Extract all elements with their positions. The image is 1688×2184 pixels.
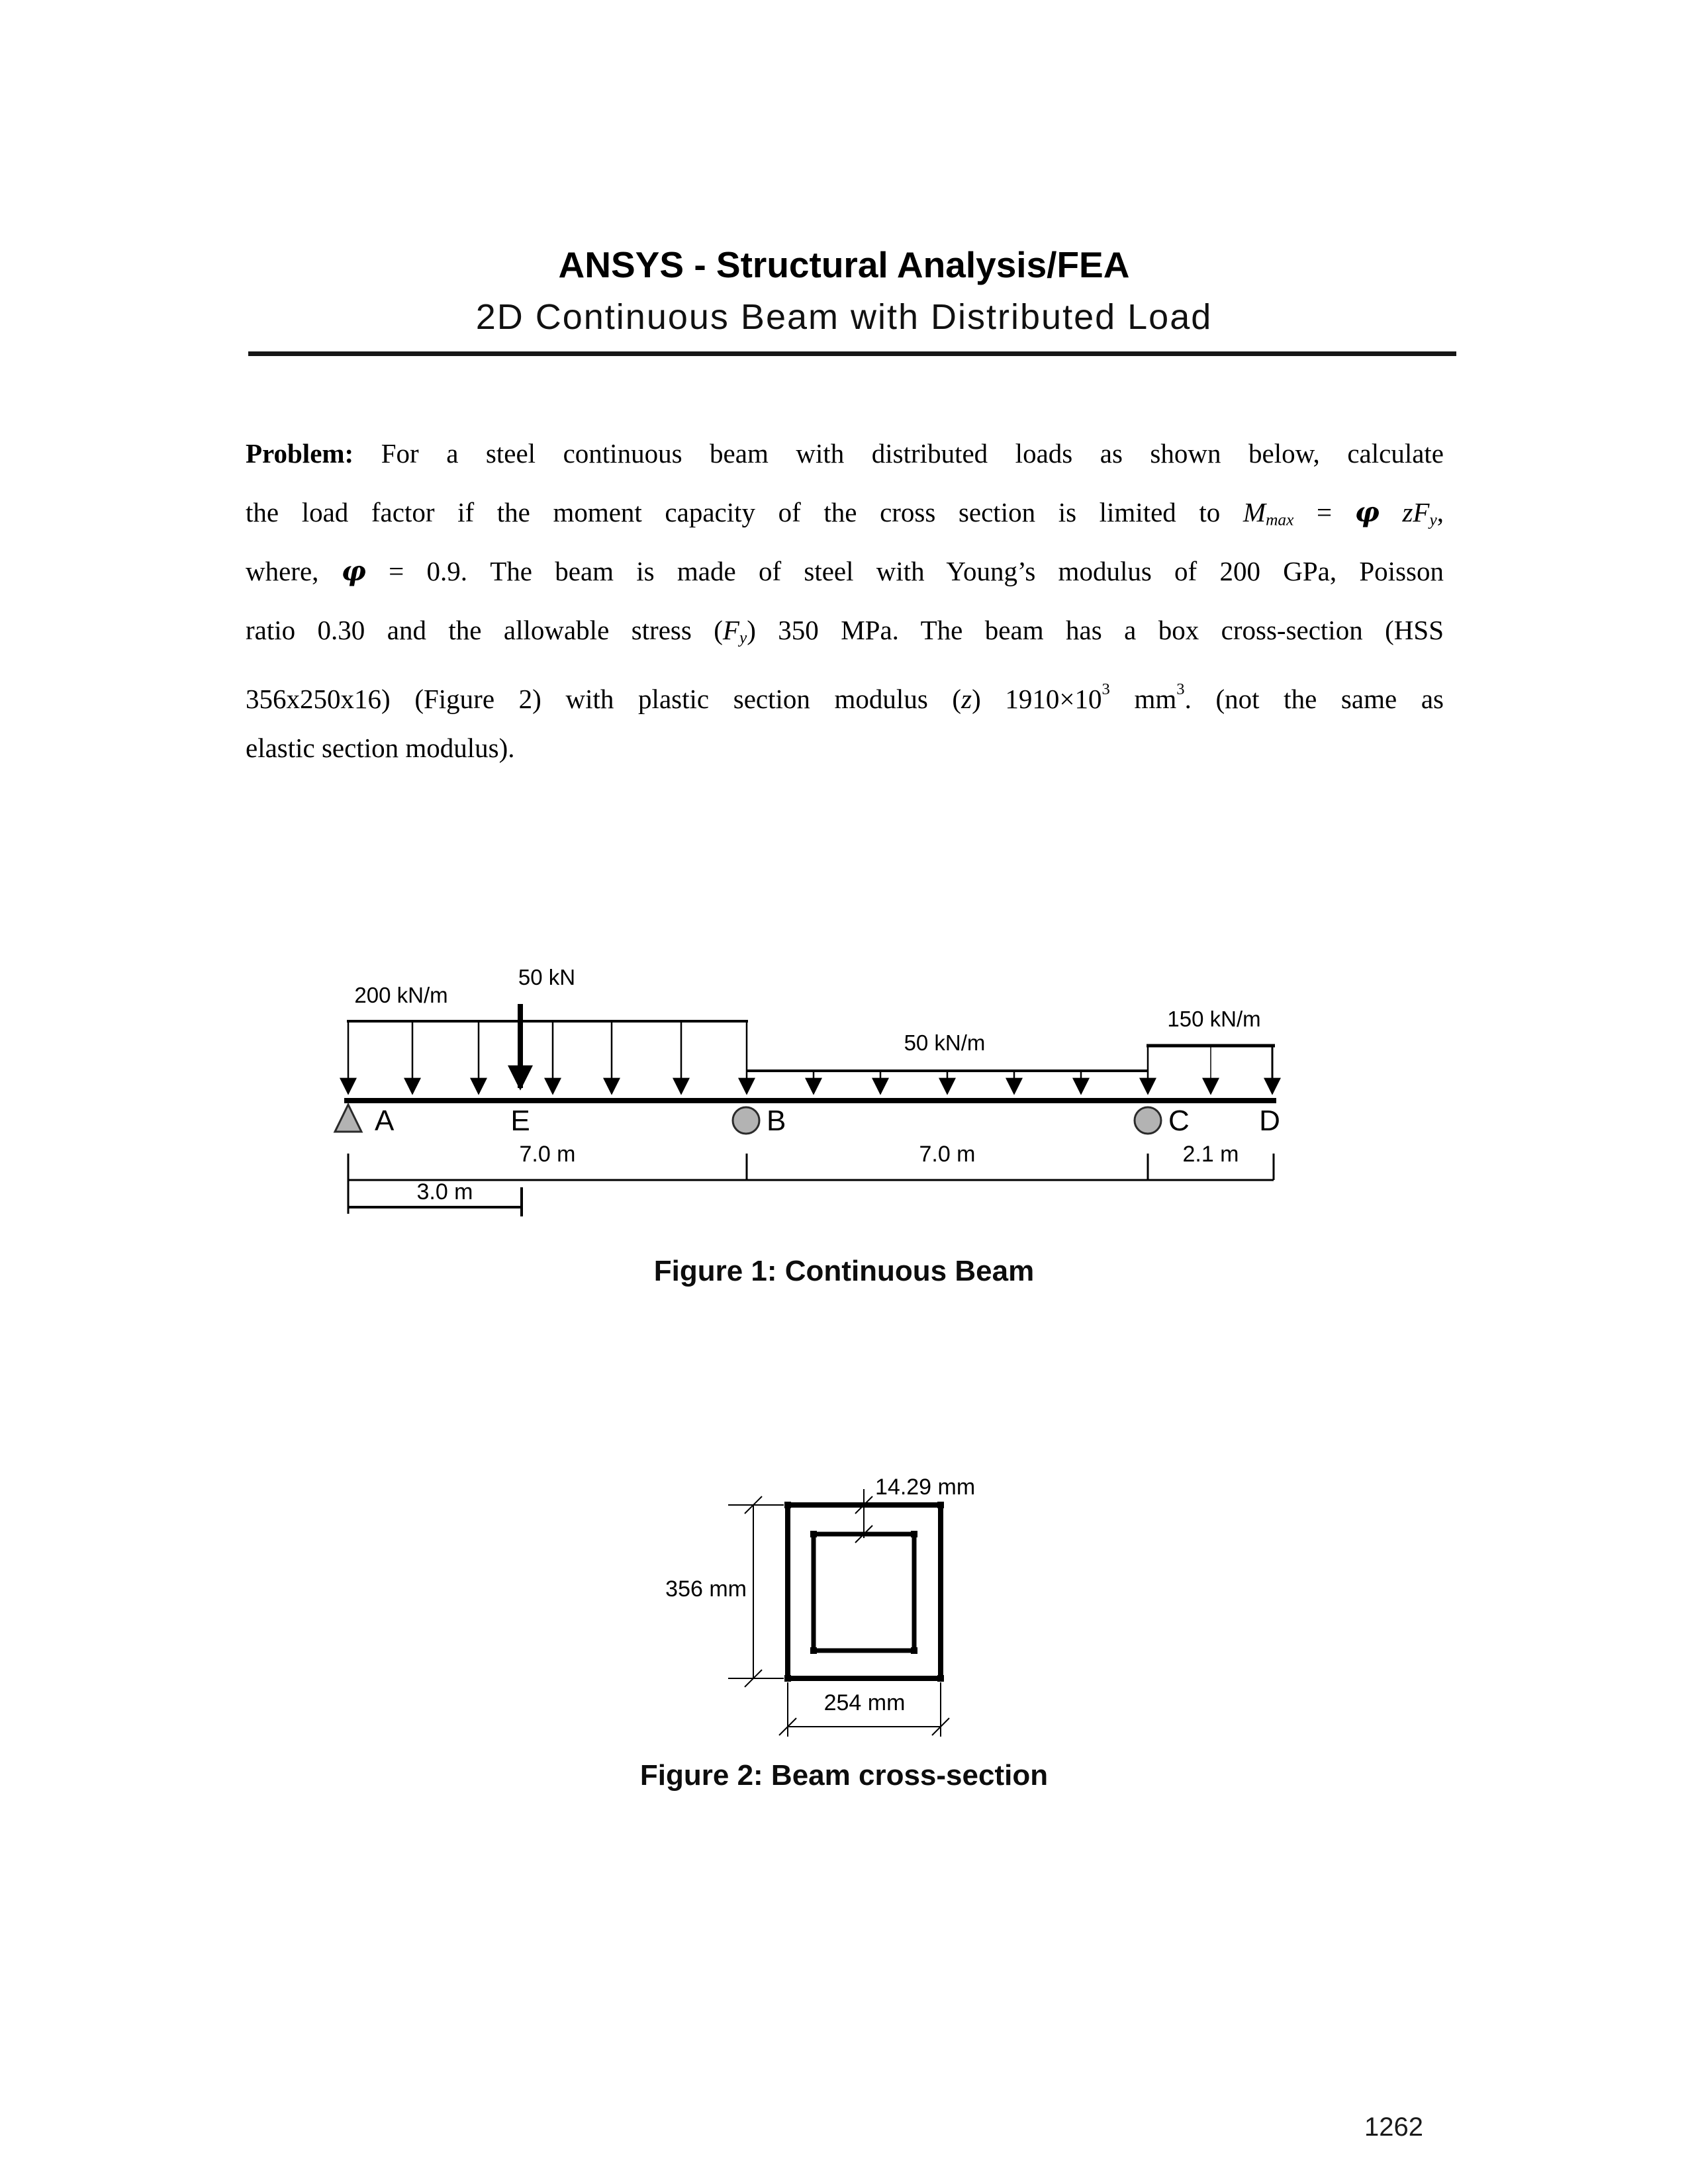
page-number: 1262 bbox=[1364, 2113, 1423, 2142]
node-label-c: C bbox=[1168, 1105, 1190, 1137]
problem-line: Problem: For a steel continuous beam with distributed loads as shown below, calculate bbox=[246, 438, 1444, 469]
udl-mid-label: 50 kN/m bbox=[904, 1030, 986, 1055]
point-load-50kN bbox=[518, 965, 575, 1088]
figure1-caption: Figure 1: Continuous Beam bbox=[653, 1255, 1035, 1287]
problem-line: the load factor if the moment capacity of the cross section is limited to Mmax = φ zFy, bbox=[246, 496, 1444, 529]
dimension-line-main bbox=[348, 1142, 1274, 1214]
dim-label-width: 254 mm bbox=[823, 1690, 906, 1715]
udl-left-label: 200 kN/m bbox=[354, 983, 448, 1007]
udl-left-200 bbox=[347, 983, 748, 1093]
page-subtitle: 2D Continuous Beam with Distributed Load bbox=[475, 297, 1213, 337]
problem-line: 356x250x16) (Figure 2) with plastic section modulus (z) $1910\times 10^3$ $mm^3$. (not the same as bbox=[246, 680, 1444, 714]
problem-line: ratio 0.30 and the allowable stress (Fy) 350 MPa. The beam has a box cross-section (HSS bbox=[246, 615, 1444, 647]
figure2-cross-section bbox=[0, 1456, 1688, 1754]
problem-line: elastic section modulus). bbox=[246, 733, 515, 763]
node-label-e: E bbox=[510, 1105, 530, 1137]
udl-mid-50 bbox=[747, 1030, 1148, 1093]
node-label-a: A bbox=[375, 1105, 395, 1137]
dim-label-thickness: 14.29 mm bbox=[875, 1475, 976, 1500]
figure2-caption: Figure 2: Beam cross-section bbox=[639, 1759, 1049, 1792]
udl-right-150 bbox=[1147, 1007, 1275, 1093]
title-divider-rule bbox=[248, 351, 1456, 356]
dim-height bbox=[665, 1496, 784, 1687]
node-label-d: D bbox=[1259, 1105, 1280, 1137]
roller-support-c bbox=[1135, 1107, 1161, 1134]
roller-support-b bbox=[733, 1107, 759, 1134]
udl-right-label: 150 kN/m bbox=[1167, 1007, 1261, 1031]
node-label-b: B bbox=[767, 1105, 786, 1137]
pin-support-a bbox=[335, 1105, 361, 1132]
problem-paragraph bbox=[246, 424, 1444, 778]
dim-label-ab: 7.0 m bbox=[519, 1142, 576, 1167]
point-load-label: 50 kN bbox=[518, 965, 576, 989]
dim-label-bc: 7.0 m bbox=[919, 1142, 976, 1167]
dim-label-cd: 2.1 m bbox=[1182, 1142, 1239, 1167]
dim-width bbox=[779, 1682, 949, 1737]
dimension-line-ae bbox=[348, 1179, 522, 1216]
inner-section-rect bbox=[814, 1534, 914, 1651]
figure1-beam-diagram bbox=[0, 920, 1688, 1231]
problem-line: where, φ = 0.9. The beam is made of steel with Young’s modulus of 200 GPa, Poisson bbox=[246, 555, 1444, 587]
page-title: ANSYS - Structural Analysis/FEA bbox=[558, 244, 1130, 285]
dim-label-ae: 3.0 m bbox=[416, 1179, 473, 1205]
dim-label-height: 356 mm bbox=[665, 1576, 747, 1602]
